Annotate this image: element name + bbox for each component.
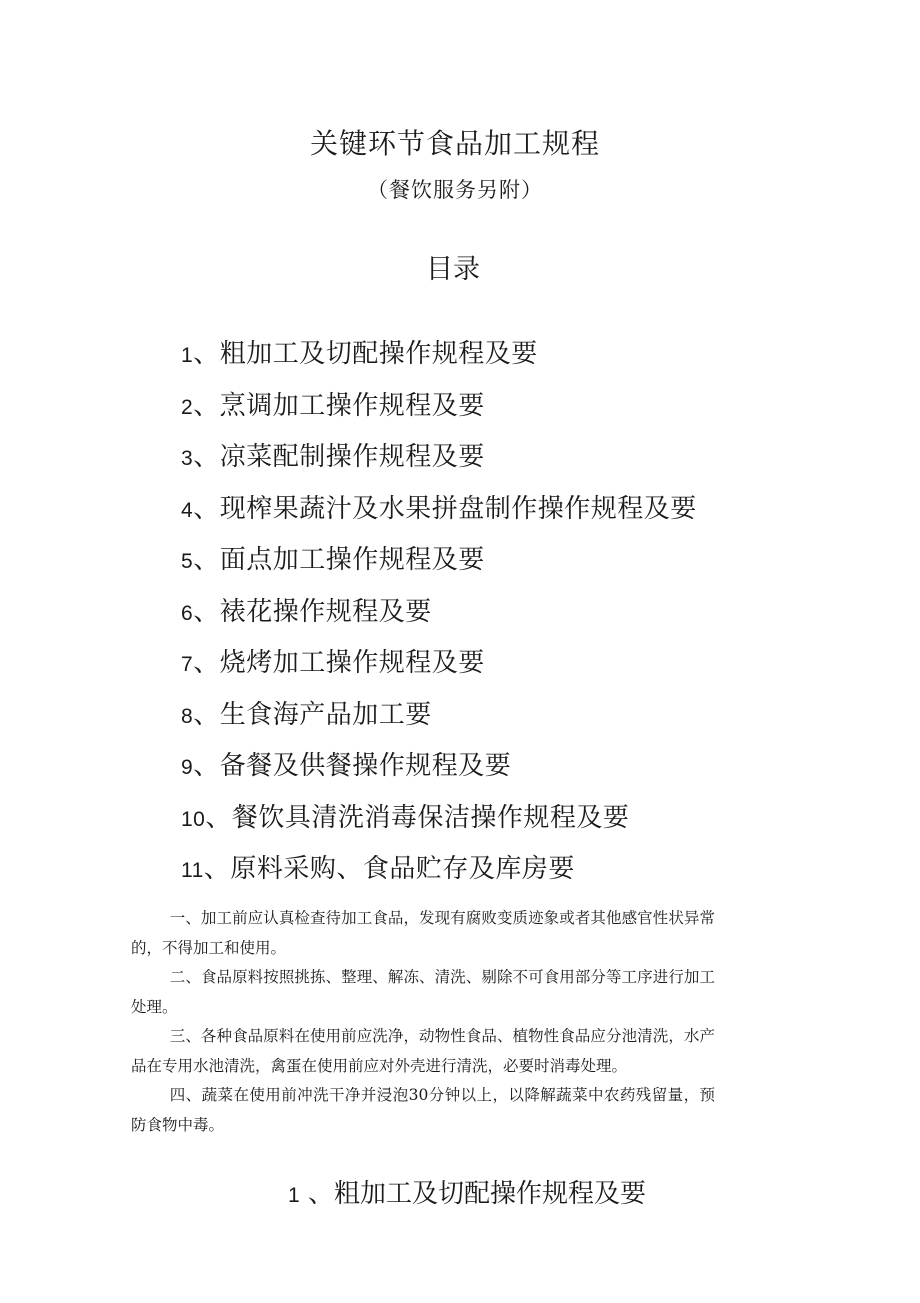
toc-item-separator: 、 xyxy=(193,339,220,369)
toc-item-3 xyxy=(181,435,697,487)
toc-item-separator: 、 xyxy=(205,802,232,833)
toc-item-text: 生食海产品加工要 xyxy=(219,699,432,730)
toc-item-text: 原料采购、食品贮存及库房要 xyxy=(230,854,575,884)
toc-item-number: 9 xyxy=(181,756,194,779)
toc-item-separator: 、 xyxy=(193,493,220,524)
toc-item-7 xyxy=(181,641,697,693)
toc-item-11 xyxy=(181,847,697,899)
toc-item-4 xyxy=(181,487,697,539)
toc-item-10 xyxy=(181,796,697,848)
section-number: 1 xyxy=(288,1184,300,1207)
paragraph-2: 二、食品原料按照挑拣、整理、解冻、清洗、剔除不可食用部分等工序进行加工处理。 xyxy=(131,968,715,1016)
toc-item-separator: 、 xyxy=(193,596,220,627)
toc-item-text: 烹调加工操作规程及要 xyxy=(219,390,485,421)
document-title: 关键环节食品加工规程 xyxy=(309,127,600,160)
toc-item-8 xyxy=(181,693,697,745)
paragraph-1: 一、加工前应认真检查待加工食品，发现有腐败变质迹象或者其他感官性状异常的，不得加工和使用。 xyxy=(131,909,715,957)
toc-item-text: 粗加工及切配操作规程及要 xyxy=(219,339,538,369)
toc-item-number: 4 xyxy=(181,498,194,522)
toc-item-number: 10 xyxy=(181,807,206,831)
document-subtitle: （餐饮服务另附） xyxy=(367,178,543,202)
toc-item-text: 面点加工操作规程及要 xyxy=(219,545,485,575)
section-separator: 、 xyxy=(299,1179,334,1209)
toc-item-separator: 、 xyxy=(193,699,220,730)
toc-item-number: 7 xyxy=(181,653,194,676)
toc-item-number: 8 xyxy=(181,704,194,728)
toc-item-separator: 、 xyxy=(193,442,220,472)
toc-item-separator: 、 xyxy=(203,854,231,884)
toc-item-number: 1 xyxy=(181,344,194,367)
section-title: 粗加工及切配操作规程及要 xyxy=(333,1179,646,1209)
toc-item-text: 备餐及供餐操作规程及要 xyxy=(219,751,512,781)
toc-item-separator: 、 xyxy=(193,545,220,575)
toc-item-2 xyxy=(181,384,697,436)
table-of-contents xyxy=(181,332,697,899)
toc-item-number: 11 xyxy=(181,859,204,882)
toc-item-9 xyxy=(181,744,697,796)
toc-item-number: 2 xyxy=(181,395,194,419)
paragraph-3: 三、各种食品原料在使用前应洗净，动物性食品、植物性食品应分池清洗，水产品在专用水池清洗，禽蛋在使用前应对外壳进行清洗，必要时消毒处理。 xyxy=(131,1027,715,1075)
section-heading xyxy=(0,1172,920,1218)
toc-item-number: 5 xyxy=(181,550,194,573)
toc-item-text: 现榨果蔬汁及水果拼盘制作操作规程及要 xyxy=(219,493,697,524)
toc-item-5 xyxy=(181,538,697,590)
paragraph-4: 四、蔬菜在使用前冲洗干净并浸泡30分钟以上，以降解蔬菜中农药残留量，预防食物中毒。 xyxy=(131,1086,715,1134)
toc-item-separator: 、 xyxy=(193,390,220,421)
toc-item-text: 裱花操作规程及要 xyxy=(219,596,432,627)
toc-item-text: 烧烤加工操作规程及要 xyxy=(219,648,485,678)
toc-item-number: 3 xyxy=(181,447,194,470)
toc-item-number: 6 xyxy=(181,601,194,625)
toc-item-separator: 、 xyxy=(193,751,220,781)
toc-item-text: 凉菜配制操作规程及要 xyxy=(219,442,485,472)
toc-item-1 xyxy=(181,332,697,384)
body-text xyxy=(131,904,715,1140)
toc-item-separator: 、 xyxy=(193,648,220,678)
toc-item-6 xyxy=(181,590,697,642)
toc-heading: 目录 xyxy=(426,254,480,285)
toc-item-text: 餐饮具清洗消毒保洁操作规程及要 xyxy=(231,802,630,833)
